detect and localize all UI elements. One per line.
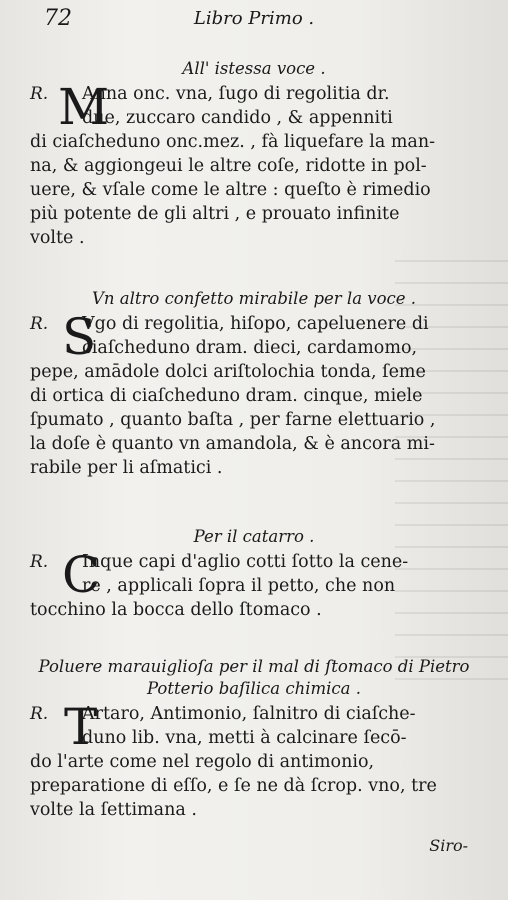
text-line: rabile per li aſmatici . [30, 458, 223, 478]
text-line: uere, & vſale come le altre : queſto è rimedio [30, 180, 431, 200]
page-number: 72 [44, 6, 72, 31]
text-line: Anna onc. vna, ſugo di regolitia dr. [82, 84, 390, 104]
recipe-symbol: R. [30, 314, 49, 334]
drop-cap: T [64, 698, 98, 756]
recipe-body [30, 78, 488, 250]
page-header [0, 6, 508, 36]
drop-cap: M [58, 78, 110, 136]
recipe-body [30, 308, 488, 480]
text-line: na, & aggiongeui le altre coſe, ridotte in pol- [30, 156, 427, 176]
text-line: tocchino la bocca dello ſtomaco . [30, 600, 322, 620]
recipe-section-confection [0, 288, 508, 480]
text-line: due, zuccaro candido , & appenniti [82, 108, 393, 128]
text-line: la doſe è quanto vn amandola, & è ancora mi- [30, 434, 435, 454]
section-heading: Poluere marauiglioſa per il mal di ſtomaco di Pietro [38, 657, 470, 676]
section-heading: Per il catarro . [193, 527, 315, 546]
text-line: ſpumato , quanto baſta , per farne elettuario , [30, 410, 436, 430]
text-line: do l'arte come nel regolo di antimonio, [30, 752, 375, 772]
text-line: di ciaſcheduno onc.mez. , fà liquefare la man- [30, 132, 436, 152]
text-line: preparatione di eſſo, e ſe ne dà ſcrop. vno, tre [30, 776, 437, 796]
text-line: Artaro, Antimonio, ſalnitro di ciaſche- [82, 704, 416, 724]
text-line: volte . [30, 228, 85, 248]
text-line: pepe, amādole dolci ariſtolochia tonda, ſeme [30, 362, 426, 382]
recipe-section-stomach-powder [0, 656, 508, 822]
text-line: più potente de gli altri , e prouato infinite [30, 204, 400, 224]
running-title: Libro Primo . [193, 8, 315, 29]
recipe-section-voice [0, 58, 508, 250]
recipe-symbol: R. [30, 552, 49, 572]
text-line: re , applicali ſopra il petto, che non [82, 576, 396, 596]
text-line: Inque capi d'aglio cotti ſotto la cene- [82, 552, 409, 572]
text-line: ciaſcheduno dram. dieci, cardamomo, [82, 338, 418, 358]
recipe-symbol: R. [30, 704, 49, 724]
section-heading: Vn altro confetto mirabile per la voce . [91, 289, 417, 308]
section-heading: All' istessa voce . [182, 59, 326, 78]
text-line: duno lib. vna, metti à calcinare ſecō- [82, 728, 407, 748]
text-line: volte la ſettimana . [30, 800, 197, 820]
text-line: Vgo di regolitia, hiſopo, capeluenere di [82, 314, 429, 334]
catchword: Siro- [429, 836, 468, 855]
drop-cap: C [62, 546, 101, 604]
section-heading-continued: Potterio baſilica chimica . [146, 679, 362, 698]
recipe-symbol: R. [30, 84, 49, 104]
recipe-body [30, 546, 488, 622]
drop-cap: S [62, 308, 97, 366]
recipe-section-catarrh [0, 526, 508, 622]
recipe-body [30, 698, 488, 822]
text-line: di ortica di ciaſcheduno dram. cinque, miele [30, 386, 423, 406]
